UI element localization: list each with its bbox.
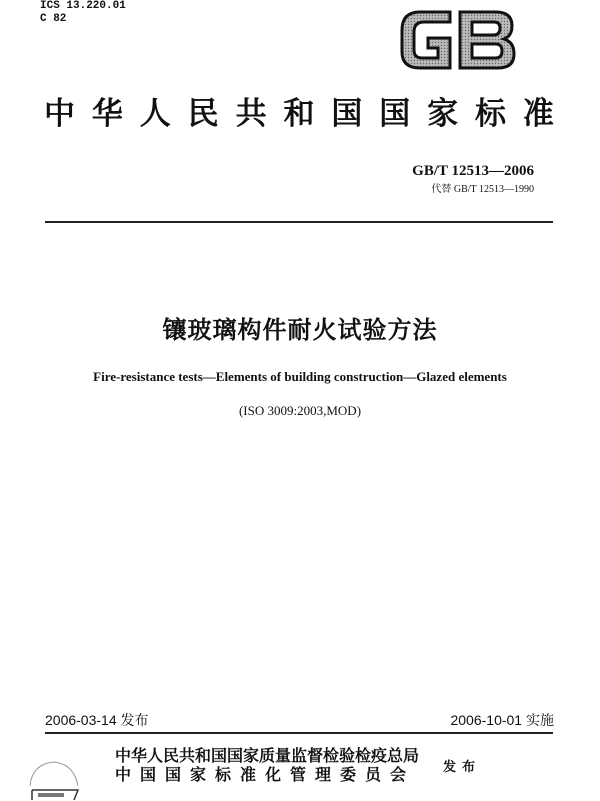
standard-number: GB/T 12513—2006 [412,163,534,179]
heading-char: 准 [522,96,554,132]
heading-char: 华 [91,96,123,132]
issuer-sac: 中国国家标准化管理委员会 [115,765,416,784]
heading-char: 标 [475,96,507,132]
chinese-title: 镶玻璃构件耐火试验方法 [162,316,438,344]
heading-char: 和 [283,96,315,132]
heading-char: 人 [139,96,171,132]
english-title: Fire-resistance tests—Elements of building construction—Glazed elements [93,369,507,384]
issuers [115,746,419,784]
gb-logo [398,8,518,72]
heading-char: 国 [379,96,411,132]
national-standard-heading [44,88,554,133]
ics-code: ICS 13.220.01 [40,0,126,12]
heading-char: 中 [44,96,75,132]
bottom-divider [45,732,553,734]
issuer-aqsiq: 中华人民共和国国家质量监督检验检疫总局 [115,746,420,765]
heading-char: 家 [427,96,459,132]
ccs-code: C 82 [40,13,67,25]
effective-date: 2006-10-01 实施 [450,712,554,728]
stamp-mark [22,756,84,801]
classification-codes [40,0,126,26]
iso-adoption: (ISO 3009:2003,MOD) [238,403,362,418]
standard-number-block [412,163,534,195]
top-divider [45,221,553,223]
issued-label: 发布 [443,760,482,775]
heading-char: 共 [235,96,267,132]
heading-char: 国 [331,96,363,132]
replaces-standard: 代替 GB/T 12513—1990 [431,184,534,195]
publish-date: 2006-03-14 发布 [45,712,149,728]
heading-char: 民 [187,96,219,132]
